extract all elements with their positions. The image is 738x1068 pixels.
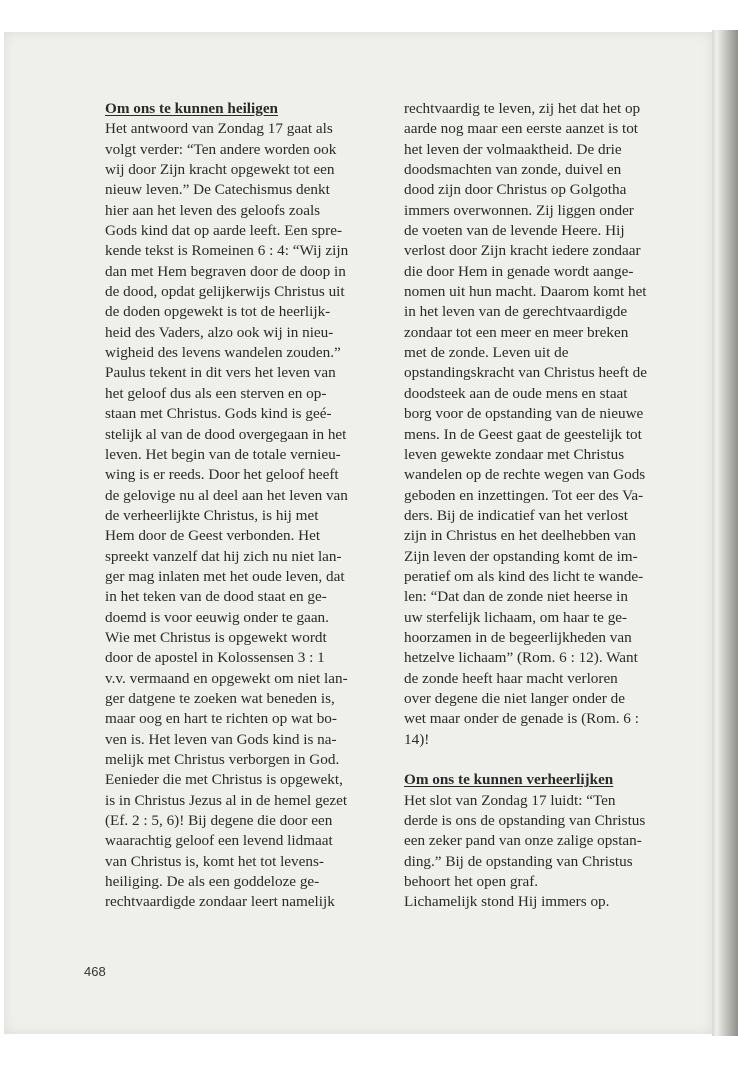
text-line: ders. Bij de indicatief van het verlost xyxy=(404,506,628,524)
text-line: Het slot van Zondag 17 luidt: “Ten xyxy=(404,791,616,809)
text-line: stelijk al van de dood overgegaan in het xyxy=(105,425,347,443)
text-line: hier aan het leven des geloofs zoals xyxy=(105,201,321,219)
text-line: de zonde heeft haar macht verloren xyxy=(404,669,618,687)
text-line: door de apostel in Kolossensen 3 : 1 xyxy=(105,649,325,667)
text-line: zondaar tot een meer en meer breken xyxy=(404,323,629,341)
text-line: die door Hem in genade wordt aange- xyxy=(404,262,634,280)
text-line: doodsteek aan de oude mens en staat xyxy=(404,384,628,402)
text-line: het leven der volmaaktheid. De drie xyxy=(404,140,622,158)
text-line: doodsmachten van zonde, duivel en xyxy=(404,161,622,179)
text-line: is in Christus Jezus al in de hemel gezet xyxy=(105,791,348,809)
text-line: de dood, opdat gelijkerwijs Christus uit xyxy=(105,283,345,301)
text-line: melijk met Christus verborgen in God. xyxy=(105,751,340,768)
text-line: waarachtig geloof een levend lidmaat xyxy=(105,832,333,850)
text-line: een zeker pand van onze zalige opstan- xyxy=(404,832,642,850)
text-line: immers overwonnen. Zij liggen onder xyxy=(404,201,634,219)
text-line: Het antwoord van Zondag 17 gaat als xyxy=(105,120,333,138)
text-line: Hem door de Geest verbonden. Het xyxy=(105,527,321,545)
text-line: Zijn leven der opstanding komt de im- xyxy=(404,547,638,565)
text-line: leven. Het begin van de totale vernieu- xyxy=(105,445,341,463)
text-line: Paulus tekent in dit vers het leven van xyxy=(105,364,336,382)
paragraph-spacer xyxy=(404,750,676,770)
text-line: zijn in Christus en het deelhebben van xyxy=(404,527,636,545)
text-line: wigheid des levens wandelen zouden.” xyxy=(105,344,341,362)
text-line: mens. In de Geest gaat de geestelijk tot xyxy=(404,425,642,443)
text-line: verlost door Zijn kracht iedere zondaar xyxy=(404,242,641,260)
text-line: rechtvaardig te leven, zij het dat het op xyxy=(404,100,641,117)
text-line: rechtvaardigde zondaar leert namelijk xyxy=(105,893,335,911)
text-line: maar oog en hart te richten op wat bo- xyxy=(105,710,337,728)
text-line: ven is. Het leven van Gods kind is na- xyxy=(105,730,337,748)
text-line: peratief om als kind des licht te wande- xyxy=(404,567,644,585)
right-text-column xyxy=(404,99,676,913)
left-text-column xyxy=(105,99,377,913)
text-line: volgt verder: “Ten andere worden ook xyxy=(105,140,337,158)
text-line: (Ef. 2 : 5, 6)! Bij degene die door een xyxy=(105,812,333,830)
text-line: wandelen op de rechte wegen van Gods xyxy=(404,466,646,484)
page-number: 468 xyxy=(84,964,106,979)
text-line: borg voor de opstanding van de nieuwe xyxy=(404,405,644,423)
text-line: opstandingskracht van Christus heeft de xyxy=(404,364,647,382)
text-line: doemd is voor eeuwig onder te gaan. xyxy=(105,608,329,626)
text-line: dan met Hem begraven door de doop in xyxy=(105,262,346,280)
text-line: ger datgene te zoeken wat beneden is, xyxy=(105,689,335,707)
text-line: nieuw leven.” De Catechismus denkt xyxy=(105,181,330,199)
section-heading-verheerlijken: Om ons te kunnen verheerlijken xyxy=(404,771,614,789)
text-line: met de zonde. Leven uit de xyxy=(404,344,569,362)
text-line: 14)! xyxy=(404,730,430,748)
text-line: derde is ons de opstanding van Christus xyxy=(404,812,646,830)
text-line: de voeten van de levende Heere. Hij xyxy=(404,222,625,240)
text-line: hoorzamen in de begeerlijkheden van xyxy=(404,628,632,646)
text-line: spreekt vanzelf dat hij zich nu niet lan- xyxy=(105,547,342,565)
text-line: v.v. vermaand en opgewekt om niet lan- xyxy=(105,669,348,687)
text-line: Eenieder die met Christus is opgewekt, xyxy=(105,771,343,789)
book-spine xyxy=(712,30,738,1036)
text-line: heid des Vaders, alzo ook wij in nieu- xyxy=(105,323,334,341)
text-line: van Christus is, komt het tot levens- xyxy=(105,852,324,870)
text-line: het geloof dus als een sterven en op- xyxy=(105,384,327,402)
text-line: dood zijn door Christus op Golgotha xyxy=(404,181,627,199)
text-line: de verheerlijkte Christus, is hij met xyxy=(105,506,319,524)
text-line: uw sterfelijk lichaam, om haar te ge- xyxy=(404,608,628,626)
text-line: Wie met Christus is opgewekt wordt xyxy=(105,628,327,646)
text-line: de gelovige nu al deel aan het leven van xyxy=(105,486,348,504)
text-line: kende tekst is Romeinen 6 : 4: “Wij zijn xyxy=(105,242,349,260)
text-line: ding.” Bij de opstanding van Christus xyxy=(404,852,633,870)
text-line: leven gewekte zondaar met Christus xyxy=(404,445,625,463)
text-line: wing is er reeds. Door het geloof heeft xyxy=(105,466,339,484)
text-line: de doden opgewekt is tot de heerlijk- xyxy=(105,303,331,321)
text-line: hetzelve lichaam” (Rom. 6 : 12). Want xyxy=(404,649,638,667)
text-line: aarde nog maar een eerste aanzet is tot xyxy=(404,120,639,138)
text-line: Gods kind dat op aarde leeft. Een spre- xyxy=(105,222,343,240)
text-line: geboden en inzettingen. Tot eer des Va- xyxy=(404,486,644,504)
section-heading-heiligen: Om ons te kunnen heiligen xyxy=(105,100,279,117)
text-line: in het leven van de gerechtvaardigde xyxy=(404,303,628,321)
text-line: wet maar onder de genade is (Rom. 6 : xyxy=(404,710,639,728)
text-line: in het teken van de dood staat en ge- xyxy=(105,588,327,606)
text-line: ger mag inlaten met het oude leven, dat xyxy=(105,567,345,585)
text-line: behoort het open graf. xyxy=(404,873,539,891)
text-line: len: “Dat dan de zonde niet heerse in xyxy=(404,588,628,606)
text-line: staan met Christus. Gods kind is geé- xyxy=(105,405,332,423)
text-line: over degene die niet langer onder de xyxy=(404,689,625,707)
text-line: heiliging. De als een goddeloze ge- xyxy=(105,873,320,891)
text-line: nomen uit hun macht. Daarom komt het xyxy=(404,283,647,301)
text-line: wij door Zijn kracht opgewekt tot een xyxy=(105,161,335,179)
text-line: Lichamelijk stond Hij immers op. xyxy=(404,893,610,911)
